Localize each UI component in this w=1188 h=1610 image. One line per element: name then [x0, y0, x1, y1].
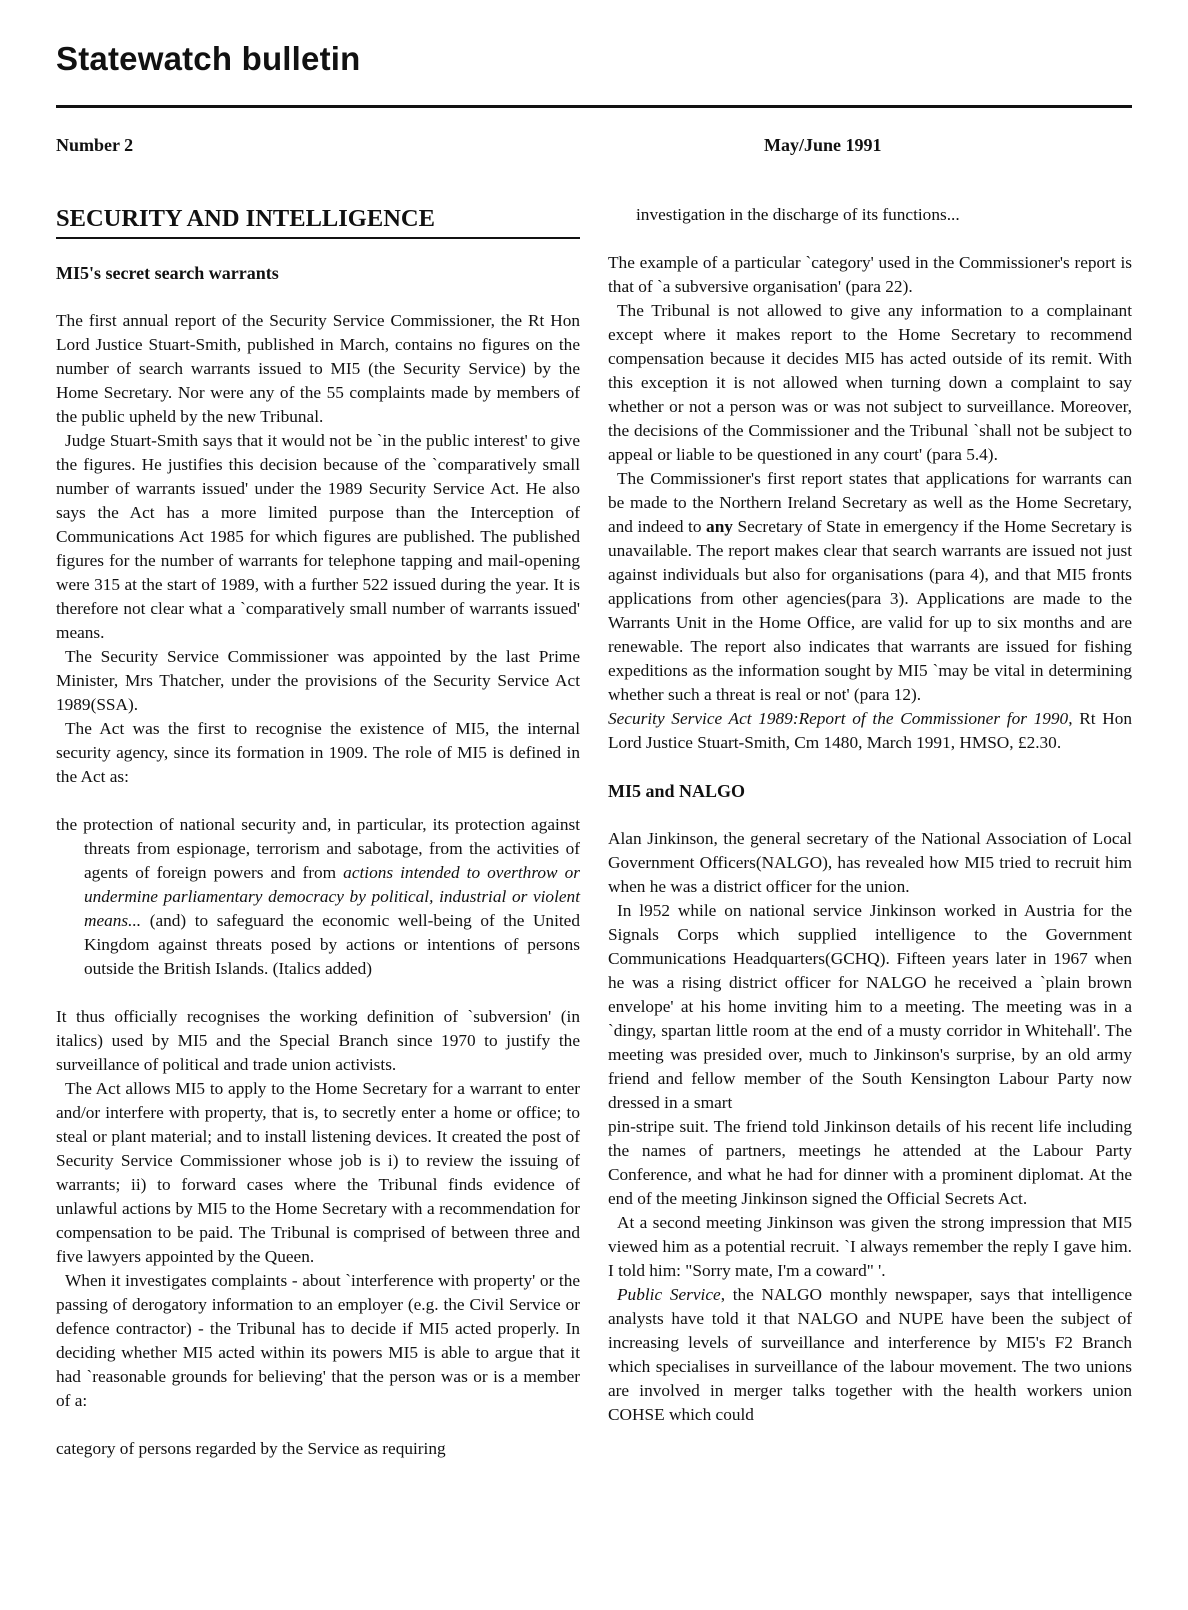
act-quote: the protection of national security and, in particular, its protection against threats from espionage, terrorism and sabotage, from the activities of agents of foreign powers and from actions intended to overthrow or undermine parliamentary democracy by political, industrial or violent means... (and) to safeguard the economic well-being of the United Kingdom against threats posed by actions or intentions of persons outside the British Islands. (Italics added): [56, 815, 580, 978]
paragraph: At a second meeting Jinkinson was given the strong impression that MI5 viewed him as a potential recruit. `I always remember the reply I gave him. I told him: "Sorry mate, I'm a coward" '.: [608, 1213, 1132, 1280]
paragraph: When it investigates complaints - about `interference with property' or the passing of derogatory information to an employer (e.g. the Civil Service or defence contractor) - the Tribunal has to decide if MI5 acted properly. In deciding whether MI5 acted within its powers MI5 is able to argue that it had `reasonable grounds for believing' that the person was or is a member of a:: [56, 1271, 580, 1410]
paragraph: It thus officially recognises the working definition of `subversion' (in italics) used by MI5 and the Special Branch since 1970 to justify the surveillance of political and trade union activists.: [56, 1007, 580, 1074]
section-title: SECURITY AND INTELLIGENCE: [56, 203, 580, 239]
paragraph: The example of a particular `category' used in the Commissioner's report is that of `a subversive organisation' (para 22).: [608, 253, 1132, 296]
paragraph: The Tribunal is not allowed to give any information to a complainant except where it makes report to the Home Secretary to recommend compensation because it decides MI5 has acted outside of its remit. With this exception it is not allowed when turning down a complaint to say whether or not a person was or was not subject to surveillance. Moreover, the decisions of the Commissioner and the Tribunal `shall not be subject to appeal or liable to be questioned in any court' (para 5.4).: [608, 301, 1132, 464]
paragraph: Judge Stuart-Smith says that it would not be `in the public interest' to give the figures. He justifies this decision because of the `comparatively small number of warrants issued' under the 1989 Security Service Act. He also says the Act has a more limited purpose than the Interception of Communications Act 1985 for which figures are published. The published figures for the number of warrants for telephone tapping and mail-opening were 315 at the start of 1989, with a further 522 issued during the year. It is therefore not clear what a `comparatively small number of warrants issued' means.: [56, 431, 580, 642]
left-column: [56, 203, 580, 1461]
category-quote: category of persons regarded by the Service as requiring: [56, 1439, 446, 1458]
category-quote-continued: investigation in the discharge of its functions...: [636, 205, 960, 224]
paragraph: Public Service, the NALGO monthly newspaper, says that intelligence analysts have told it that NALGO and NUPE have been the subject of increasing levels of surveillance and interference by MI5's F2 Branch which specialises in surveillance of the labour movement. The two unions are involved in merger talks together with the health workers union COHSE which could: [608, 1285, 1133, 1424]
paragraph: The Commissioner's first report states that applications for warrants can be made to the Northern Ireland Secretary as well as the Home Secretary, and indeed to any Secretary of State in emergency if the Home Secretary is unavailable. The report makes clear that search warrants are issued not just against individuals but also for organisations (para 4), and that MI5 fronts applications from other agencies(para 3). Applications are made to the Warrants Unit in the Home Office, are valid for up to six months and are renewable. The report also indicates that warrants are issued for fishing expeditions as the information sought by MI5 `may be vital in determining whether such a threat is real or not' (para 12).: [608, 469, 1132, 704]
paragraph: In l952 while on national service Jinkinson worked in Austria for the Signals Corps which supplied intelligence to the Government Communications Headquarters(GCHQ). Fifteen years later in 1967 when he was a rising district officer for NALGO he received a `plain brown envelope' at his home inviting him to a meeting. The meeting was in a `dingy, spartan little room at the end of a musty corridor in Whitehall'. The meeting was presided over, much to Jinkinson's surprise, by an old army friend and fellow member of the South Kensington Labour Party now dressed in a smart: [608, 901, 1132, 1112]
source-citation: Security Service Act 1989:Report of the Commissioner for 1990, Rt Hon Lord Justice Stuart-Smith, Cm 1480, March 1991, HMSO, £2.30.: [608, 709, 1132, 752]
masthead-rule: [56, 105, 1132, 108]
paragraph: Alan Jinkinson, the general secretary of the National Association of Local Government Officers(NALGO), has revealed how MI5 tried to recruit him when he was a district officer for the union.: [608, 829, 1132, 896]
paragraph: The first annual report of the Security Service Commissioner, the Rt Hon Lord Justice Stuart-Smith, published in March, contains no figures on the number of search warrants issued to MI5 (the Security Service) by the Home Secretary. Nor were any of the 55 complaints made by members of the public upheld by the new Tribunal.: [56, 311, 580, 426]
right-column: [608, 203, 1132, 1427]
paragraph: pin-stripe suit. The friend told Jinkinson details of his recent life including the names of partners, meetings he attended at the Labour Party Conference, and what he had for dinner with a prominent diplomat. At the end of the meeting Jinkinson signed the Official Secrets Act.: [608, 1117, 1132, 1208]
issue-number: Number 2: [56, 135, 134, 155]
bulletin-masthead: Statewatch bulletin: [56, 40, 361, 77]
issue-date: May/June 1991: [764, 135, 882, 155]
article-title-nalgo: MI5 and NALGO: [608, 781, 746, 801]
paragraph: The Act was the first to recognise the existence of MI5, the internal security agency, since its formation in 1909. The role of MI5 is defined in the Act as:: [56, 719, 580, 786]
paragraph: The Security Service Commissioner was appointed by the last Prime Minister, Mrs Thatcher, under the provisions of the Security Service Act 1989(SSA).: [56, 647, 580, 714]
article-title-search-warrants: MI5's secret search warrants: [56, 263, 279, 283]
paragraph: The Act allows MI5 to apply to the Home Secretary for a warrant to enter and/or interfere with property, that is, to secretly enter a home or office; to steal or plant material; and to install listening devices. It created the post of Security Service Commissioner whose job is i) to review the issuing of warrants; ii) to forward cases where the Tribunal finds evidence of unlawful actions by MI5 to the Home Secretary with a recommendation for compensation to be paid. The Tribunal is comprised of between three and five lawyers appointed by the Queen.: [56, 1079, 580, 1266]
